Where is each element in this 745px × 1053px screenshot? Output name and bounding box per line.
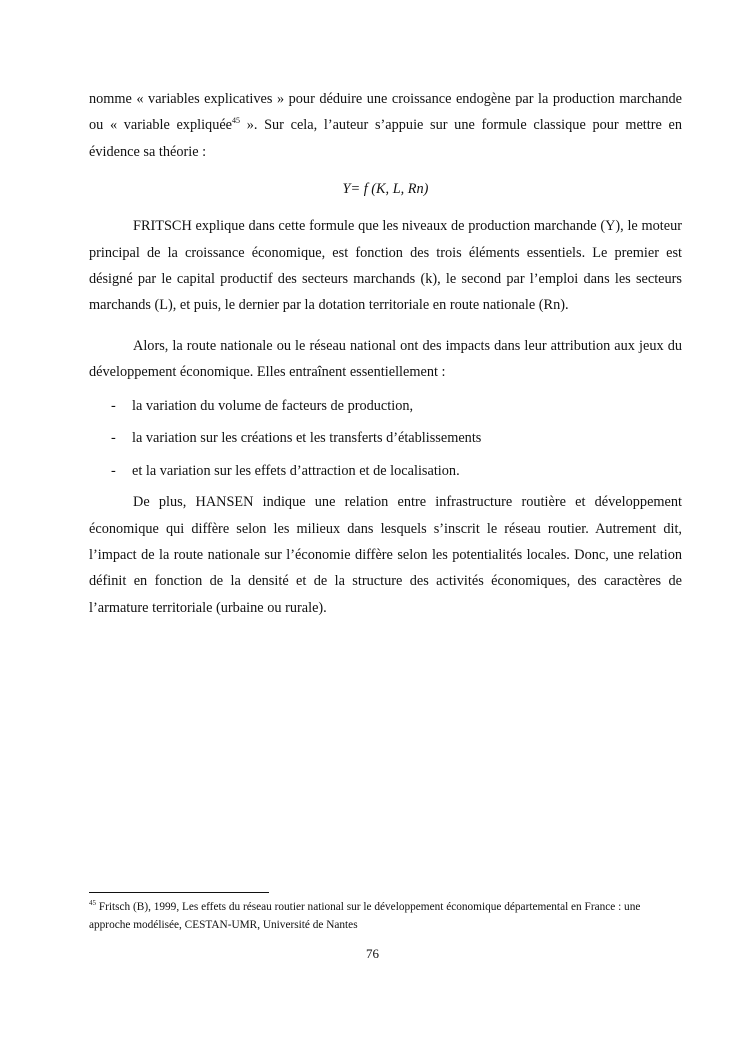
footnote-text: Fritsch (B), 1999, Les effets du réseau routier national sur le développement économique départemental en France : une approche modélisée, CESTAN-UMR, Université de Nantes	[89, 901, 641, 931]
bullet-marker: -	[111, 430, 116, 447]
list-item	[89, 461, 682, 481]
page-body	[89, 86, 682, 621]
bullet-list	[89, 396, 682, 481]
paragraph-3: Alors, la route nationale ou le réseau national ont des impacts dans leur attribution aux jeux du développement économique. Elles entraînent essentiellement :	[89, 337, 682, 381]
paragraph-1	[89, 86, 682, 165]
footnote-separator	[89, 892, 269, 893]
paragraph-4: De plus, HANSEN indique une relation entre infrastructure routière et développement économique qui diffère selon les milieux dans lesquels s’inscrit le réseau routier. Autrement dit, l’impact de la route nationale sur l’économie diffère selon les potentialités locales. Donc, une relation définit en fonction de la densité et de la structure des activités économiques, des caractères de l’armature territoriale (urbaine ou rurale).	[89, 494, 682, 616]
formula: Y= f (K, L, Rn)	[342, 181, 429, 198]
paragraph-2: FRITSCH explique dans cette formule que les niveaux de production marchande (Y), le moteur principal de la croissance économique, est fonction des trois éléments essentiels. Le premier est désigné par le capital productif des secteurs marchands (k), le second par l’emploi dans les secteurs marchands (L), et puis, le dernier par la dotation territoriale en route nationale (Rn).	[89, 218, 682, 314]
list-item-text: la variation sur les créations et les transferts d’établissements	[132, 430, 482, 447]
footnote	[89, 898, 682, 934]
list-item-text: et la variation sur les effets d’attraction et de localisation.	[132, 462, 460, 479]
bullet-marker: -	[111, 397, 116, 414]
footnote-number: 45	[89, 899, 96, 907]
paragraph-1-text-start: nomme « variables explicatives » pour déduire une croissance endogène par la production marchande ou « variable expliquée	[89, 91, 682, 134]
footnote-reference[interactable]: 45	[232, 116, 241, 126]
list-item	[89, 396, 682, 416]
bullet-marker: -	[111, 462, 116, 479]
list-item-text: la variation du volume de facteurs de production,	[132, 397, 414, 414]
list-item	[89, 428, 682, 448]
paragraph-1-text-end: ». Sur cela, l’auteur s’appuie sur une formule classique pour mettre en évidence sa théorie :	[89, 117, 682, 160]
page-number: 76	[366, 946, 379, 961]
